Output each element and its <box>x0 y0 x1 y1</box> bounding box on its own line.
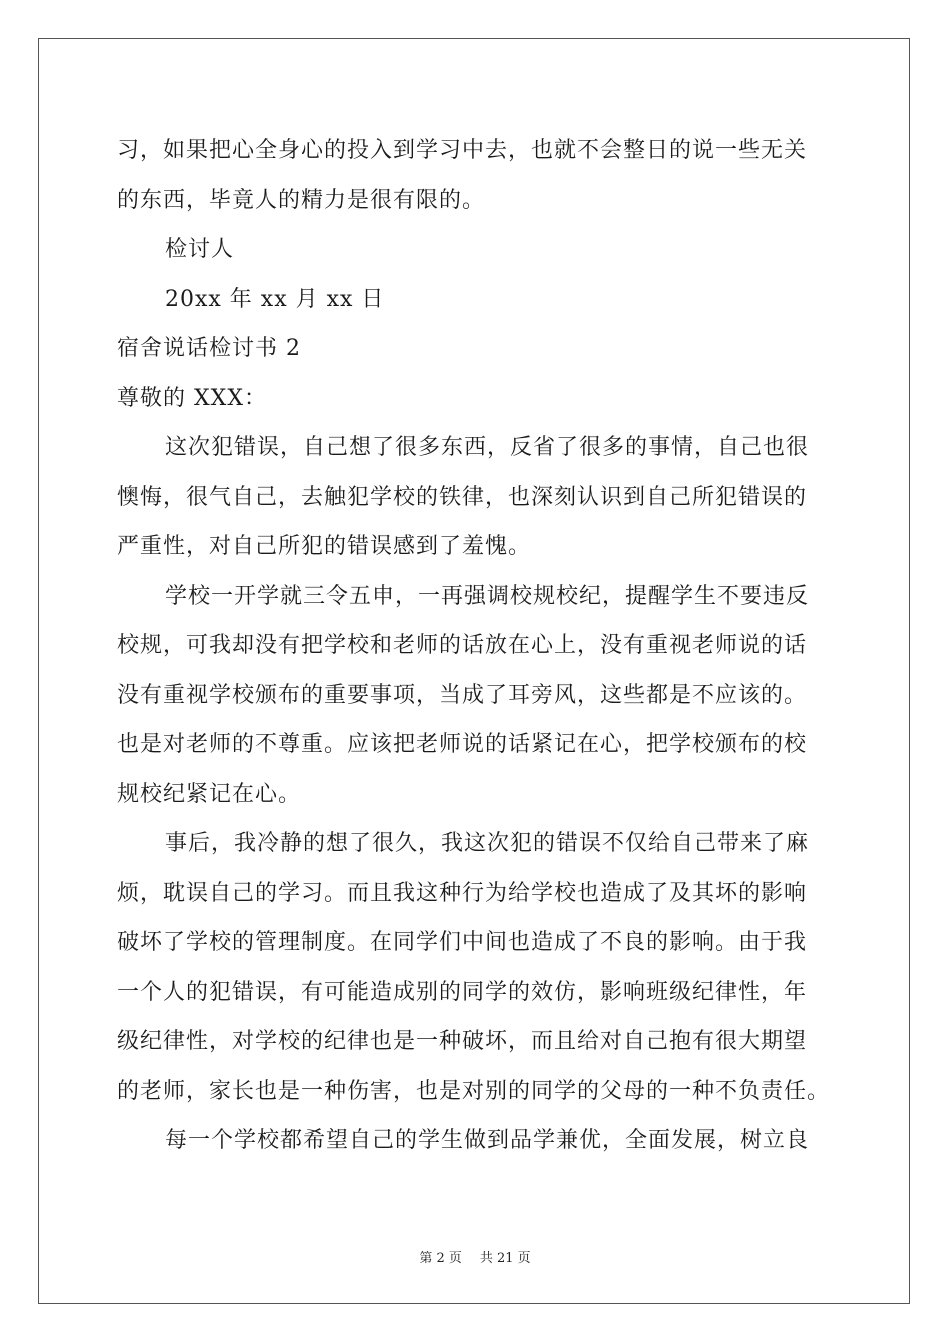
section-title: 宿舍说话检讨书 2 <box>117 336 301 361</box>
page-total: 共 21 页 <box>479 1251 531 1266</box>
text-line: 破坏了学校的管理制度。在同学们中间也造成了不良的影响。由于我 <box>117 930 808 955</box>
text-line: 学校一开学就三令五申，一再强调校规校纪，提醒学生不要违反 <box>165 583 810 609</box>
text-line: 严重性，对自己所犯的错误感到了羞愧。 <box>117 534 532 559</box>
text-line: 校规，可我却没有把学校和老师的话放在心上，没有重视老师说的话 <box>117 633 808 658</box>
text-line: 这次犯错误，自己想了很多东西，反省了很多的事情，自己也很 <box>165 435 810 460</box>
page-number: 第 2 页 <box>419 1251 462 1266</box>
text-line: 级纪律性，对学校的纪律也是一种破坏，而且给对自己抱有很大期望 <box>117 1029 808 1054</box>
signature-label: 检讨人 <box>165 237 235 262</box>
date-line: 20xx 年 xx 月 xx 日 <box>165 286 385 312</box>
text-line: 没有重视学校颁布的重要事项，当成了耳旁风，这些都是不应该的。 <box>117 682 808 708</box>
text-line: 的东西，毕竟人的精力是很有限的。 <box>117 187 486 213</box>
text-line: 的老师，家长也是一种伤害，也是对别的同学的父母的一种不负责任。 <box>117 1078 831 1104</box>
text-line: 习，如果把心全身心的投入到学习中去，也就不会整日的说一些无关 <box>117 138 808 163</box>
text-line: 也是对老师的不尊重。应该把老师说的话紧记在心，把学校颁布的校 <box>117 732 808 757</box>
text-line: 事后，我冷静的想了很久，我这次犯的错误不仅给自己带来了麻 <box>165 831 810 856</box>
text-line: 每一个学校都希望自己的学生做到品学兼优，全面发展，树立良 <box>165 1128 810 1153</box>
text-line: 一个人的犯错误，有可能造成别的同学的效仿，影响班级纪律性，年 <box>117 979 808 1005</box>
text-line: 懊悔，很气自己，去触犯学校的铁律，也深刻认识到自己所犯错误的 <box>117 484 808 510</box>
page-footer <box>0 1247 950 1266</box>
document-body <box>117 126 837 1166</box>
text-line: 规校纪紧记在心。 <box>117 781 302 807</box>
text-line: 烦，耽误自己的学习。而且我这种行为给学校也造成了及其坏的影响 <box>117 880 808 906</box>
salutation: 尊敬的 XXX： <box>117 385 267 411</box>
